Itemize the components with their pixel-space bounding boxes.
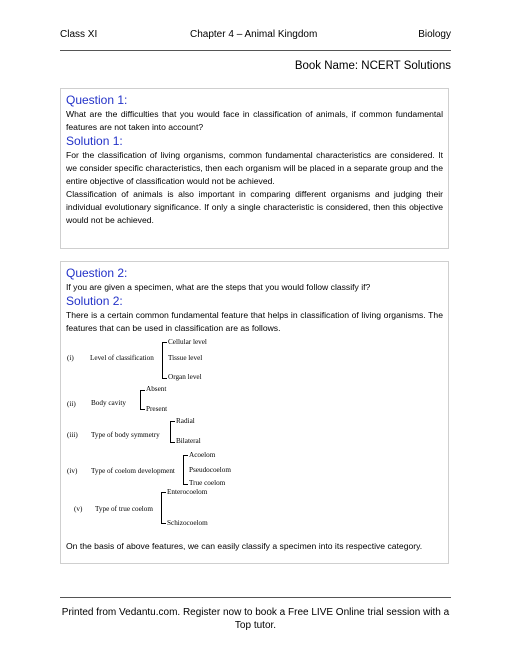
book-name: Book Name: NCERT Solutions — [294, 60, 451, 72]
solution-1-paragraph-2: Classification of animals is also important in comparing different organisms and judging their individual evolutionary significance. If only a single characteristic is considered, then this objective would not be achieved. — [66, 189, 443, 225]
tree-label-1: Level of classification — [90, 354, 154, 362]
tree-num-3: (iii) — [67, 431, 78, 439]
tree-num-4: (iv) — [67, 467, 78, 475]
tree-option: Radial — [176, 417, 195, 425]
tree-option: Cellular level — [168, 338, 207, 346]
classification-tree — [66, 338, 443, 536]
tree-option: Present — [146, 405, 168, 413]
tree-option: Absent — [146, 385, 167, 393]
tree-label-3: Type of body symmetry — [91, 431, 160, 439]
question-2-heading: Question 2: — [66, 266, 128, 280]
solution-1-heading: Solution 1: — [66, 134, 123, 148]
tree-bracket-3 — [170, 421, 175, 443]
tree-option: Schizocoelom — [167, 519, 208, 527]
question-2-text: If you are given a specimen, what are the steps that you would follow classify if? — [66, 282, 371, 292]
tree-option: True coelom — [189, 479, 226, 487]
tree-option: Tissue level — [168, 354, 203, 362]
question-1-heading: Question 1: — [66, 93, 128, 107]
tree-option: Bilateral — [176, 437, 201, 445]
tree-bracket-5 — [161, 492, 166, 524]
question-1-box — [60, 88, 449, 249]
question-2-box — [60, 261, 449, 564]
tree-option: Organ level — [168, 373, 202, 381]
tree-bracket-4 — [183, 455, 188, 485]
header-subject: Biology — [418, 29, 451, 40]
tree-bracket-2 — [140, 390, 145, 410]
solution-2-paragraph-1: There is a certain common fundamental feature that helps in classification of living organisms. The features that can be used in classification are as follows. — [66, 310, 443, 333]
header-class: Class XI — [60, 29, 98, 40]
footer-divider — [60, 597, 451, 598]
solution-2-paragraph-2: On the basis of above features, we can easily classify a specimen into its respective category. — [66, 541, 423, 551]
footer-note: Printed from Vedantu.com. Register now to book a Free LIVE Online trial session with a Top tutor. — [61, 607, 450, 631]
tree-label-4: Type of coelom development — [91, 467, 175, 475]
tree-bracket-1 — [162, 342, 167, 379]
header-chapter: Chapter 4 – Animal Kingdom — [190, 29, 318, 40]
tree-num-2: (ii) — [67, 400, 76, 408]
tree-option: Pseudocoelom — [189, 466, 231, 474]
tree-label-2: Body cavity — [91, 399, 126, 407]
tree-option: Acoelom — [189, 451, 216, 459]
tree-num-5: (v) — [74, 505, 83, 513]
tree-label-5: Type of true coelom — [95, 505, 153, 513]
page-header — [60, 29, 451, 43]
solution-2-heading: Solution 2: — [66, 294, 123, 308]
solution-1-paragraph-1: For the classification of living organisms, common fundamental characteristics are considered. It we consider specific characteristics, then each organism will be placed in a separate group and the entire objective of classification would not be achieved. — [66, 150, 443, 186]
header-divider — [60, 50, 451, 51]
tree-option: Enterocoelom — [167, 488, 208, 496]
question-1-text: What are the difficulties that you would face in classification of animals, if common fundamental features are not taken into account? — [66, 109, 443, 132]
tree-num-1: (i) — [67, 354, 74, 362]
